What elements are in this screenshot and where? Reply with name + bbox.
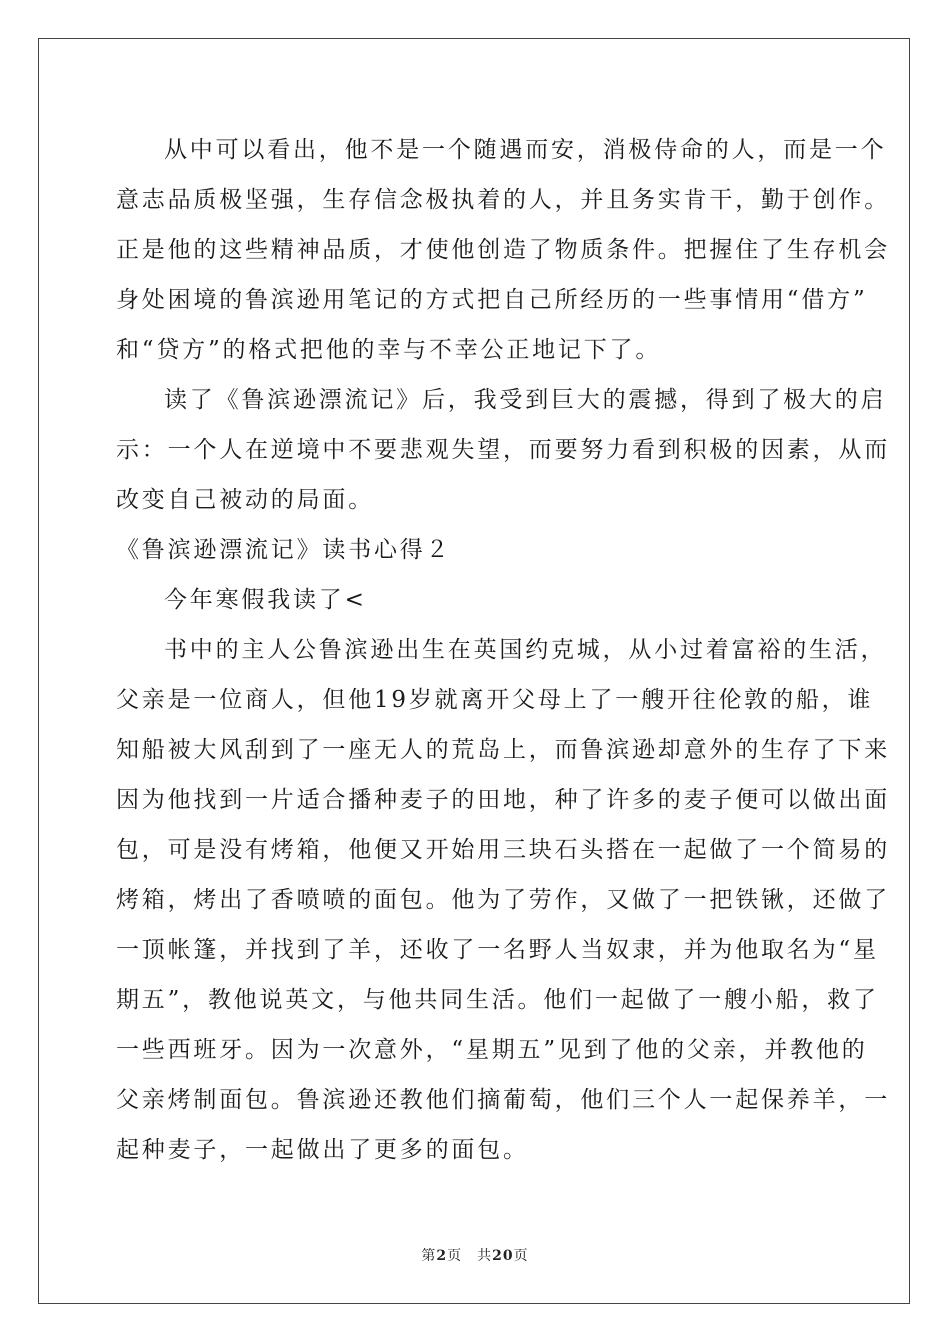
paragraph-line: 一顶帐篷，并找到了羊，还收了一名野人当奴隶，并为他取名为“星 [116,937,879,963]
paragraph-line: 改变自己被动的局面。 [116,487,374,513]
paragraph-line: 今年寒假我读了< [164,587,367,613]
paragraph-line: 知船被大风刮到了一座无人的荒岛上，而鲁滨逊却意外的生存了下来 [116,737,890,763]
paragraph-line: 父亲是一位商人，但他19岁就离开父母上了一艘开往伦敦的船，谁 [116,687,874,713]
current-page-number: 2 [436,1248,448,1264]
paragraph-line: 父亲烤制面包。鲁滨逊还教他们摘葡萄，他们三个人一起保养羊，一 [116,1087,890,1113]
section-heading: 《鲁滨逊漂流记》读书心得２ [116,537,452,563]
paragraph-line: 和“贷方”的格式把他的幸与不幸公正地记下了。 [116,337,662,363]
paragraph-line: 示：一个人在逆境中不要悲观失望，而要努力看到积极的因素，从而 [116,437,890,463]
paragraph-line: 期五”，教他说英文，与他共同生活。他们一起做了一艘小船，救了 [116,987,879,1013]
paragraph-line: 读了《鲁滨逊漂流记》后，我受到巨大的震撼，得到了极大的启 [164,387,887,413]
paragraph-line: 意志品质极坚强，生存信念极执着的人，并且务实肯干，勤于创作。 [116,187,890,213]
total-page-number: 20 [492,1248,514,1264]
paragraph-line: 起种麦子，一起做出了更多的面包。 [116,1137,529,1163]
page-mid: 页 共 [447,1248,493,1264]
paragraph-line: 烤箱，烤出了香喷喷的面包。他为了劳作，又做了一把铁锹，还做了 [116,887,890,913]
paragraph-line: 一些西班牙。因为一次意外，“星期五”见到了他的父亲，并教他的 [116,1037,868,1063]
paragraph-line: 因为他找到一片适合播种麦子的田地，种了许多的麦子便可以做出面 [116,787,890,813]
paragraph-line: 从中可以看出，他不是一个随遇而安，消极侍命的人，而是一个 [164,137,887,163]
paragraph-line: 包，可是没有烤箱，他便又开始用三块石头搭在一起做了一个简易的 [116,837,890,863]
paragraph-line: 书中的主人公鲁滨逊出生在英国约克城，从小过着富裕的生活， [164,637,887,663]
page-footer [0,1245,950,1265]
paragraph-line: 正是他的这些精神品质，才使他创造了物质条件。把握住了生存机会 [116,237,890,263]
page-prefix: 第 [421,1248,437,1264]
paragraph-line: 身处困境的鲁滨逊用笔记的方式把自己所经历的一些事情用“借方” [116,287,868,313]
page-suffix: 页 [513,1248,529,1264]
